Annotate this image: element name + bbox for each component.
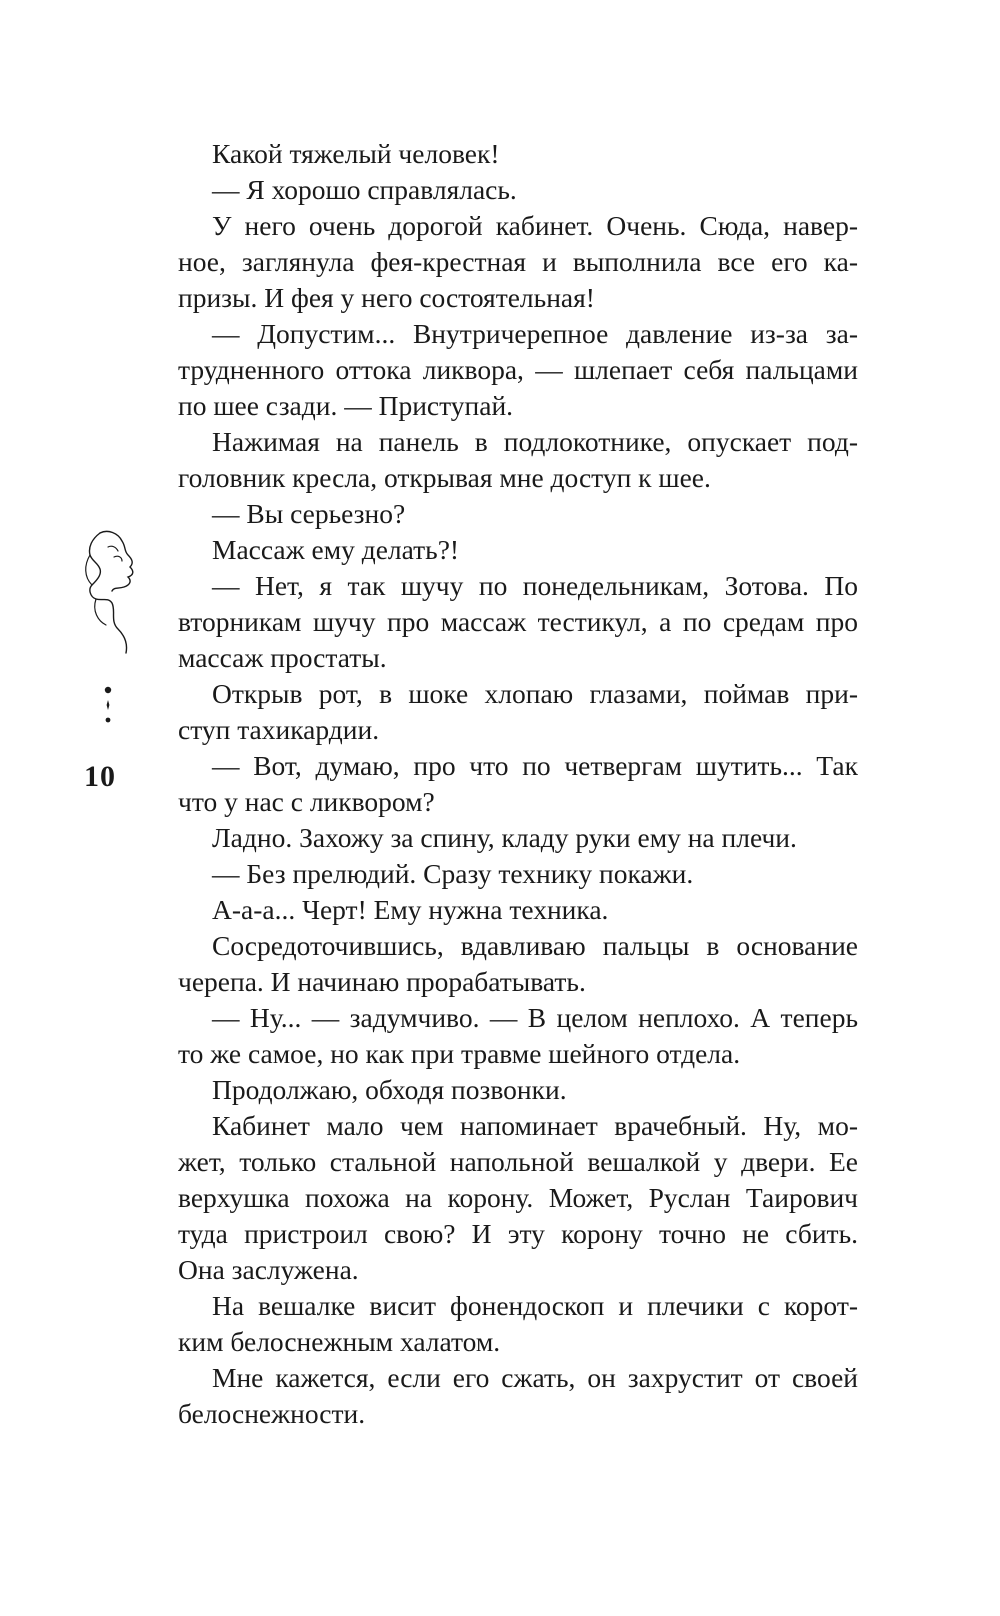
text-line: Нажимая на панель в подлокотнике, опускает под- bbox=[212, 426, 858, 457]
text-line: ное, заглянула фея-крестная и выполнила все его ка- bbox=[178, 246, 858, 277]
body-text bbox=[178, 136, 858, 1432]
text-line: призы. И фея у него состоятельная! bbox=[178, 282, 595, 313]
text-line: — Вот, думаю, про что по четвергам шутить... Так bbox=[212, 750, 858, 781]
text-line: Мне кажется, если его сжать, он захрустит от своей bbox=[212, 1362, 858, 1393]
text-line: что у нас с ликвором? bbox=[178, 786, 435, 817]
text-line: На вешалке висит фонендоскоп и плечики с корот- bbox=[212, 1290, 858, 1321]
text-line: по шее сзади. — Приступай. bbox=[178, 390, 514, 421]
text-line: верхушка похожа на корону. Может, Руслан Таирович bbox=[178, 1182, 858, 1213]
text-line: У него очень дорогой кабинет. Очень. Сюда, навер- bbox=[212, 210, 858, 241]
text-line: массаж простаты. bbox=[178, 642, 387, 673]
text-line: — Я хорошо справлялась. bbox=[212, 174, 517, 205]
text-line: Какой тяжелый человек! bbox=[212, 138, 500, 169]
text-line: Массаж ему делать?! bbox=[212, 534, 460, 565]
page-number: 10 bbox=[84, 760, 116, 793]
text-line: — Допустим... Внутричерепное давление из-за за- bbox=[212, 318, 858, 349]
text-line: то же самое, но как при травме шейного отдела. bbox=[178, 1038, 741, 1069]
dot-ornament-icon bbox=[100, 686, 116, 726]
text-line: Сосредоточившись, вдавливаю пальцы в основание bbox=[212, 930, 858, 961]
text-line: вторникам шучу про массаж тестикул, а по средам про bbox=[178, 606, 858, 637]
text-line: жет, только стальной напольной вешалкой у двери. Ее bbox=[178, 1146, 858, 1177]
text-line: Ладно. Захожу за спину, кладу руки ему на плечи. bbox=[212, 822, 797, 853]
text-line: черепа. И начинаю прорабатывать. bbox=[178, 966, 586, 997]
text-line: А-а-а... Черт! Ему нужна техника. bbox=[212, 894, 609, 925]
text-line: Она заслужена. bbox=[178, 1254, 359, 1285]
text-line: белоснежности. bbox=[178, 1398, 366, 1429]
text-line: Кабинет мало чем напоминает врачебный. Ну, мо- bbox=[212, 1110, 858, 1141]
text-line: — Без прелюдий. Сразу технику покажи. bbox=[212, 858, 694, 889]
text-line: Открыв рот, в шоке хлопаю глазами, поймав при- bbox=[212, 678, 858, 709]
text-line: — Ну... — задумчиво. — В целом неплохо. А теперь bbox=[212, 1002, 858, 1033]
text-line: — Нет, я так шучу по понедельникам, Зотова. По bbox=[212, 570, 858, 601]
text-line: — Вы серьезно? bbox=[212, 498, 406, 529]
text-line: ким белоснежным халатом. bbox=[178, 1326, 501, 1357]
face-line-drawing-icon bbox=[78, 525, 158, 655]
text-line: головник кресла, открывая мне доступ к шее. bbox=[178, 462, 711, 493]
text-line: туда пристроил свою? И эту корону точно не сбить. bbox=[178, 1218, 858, 1249]
text-line: ступ тахикардии. bbox=[178, 714, 380, 745]
text-line: Продолжаю, обходя позвонки. bbox=[212, 1074, 567, 1105]
text-line: трудненного оттока ликвора, — шлепает себя пальцами bbox=[178, 354, 858, 385]
